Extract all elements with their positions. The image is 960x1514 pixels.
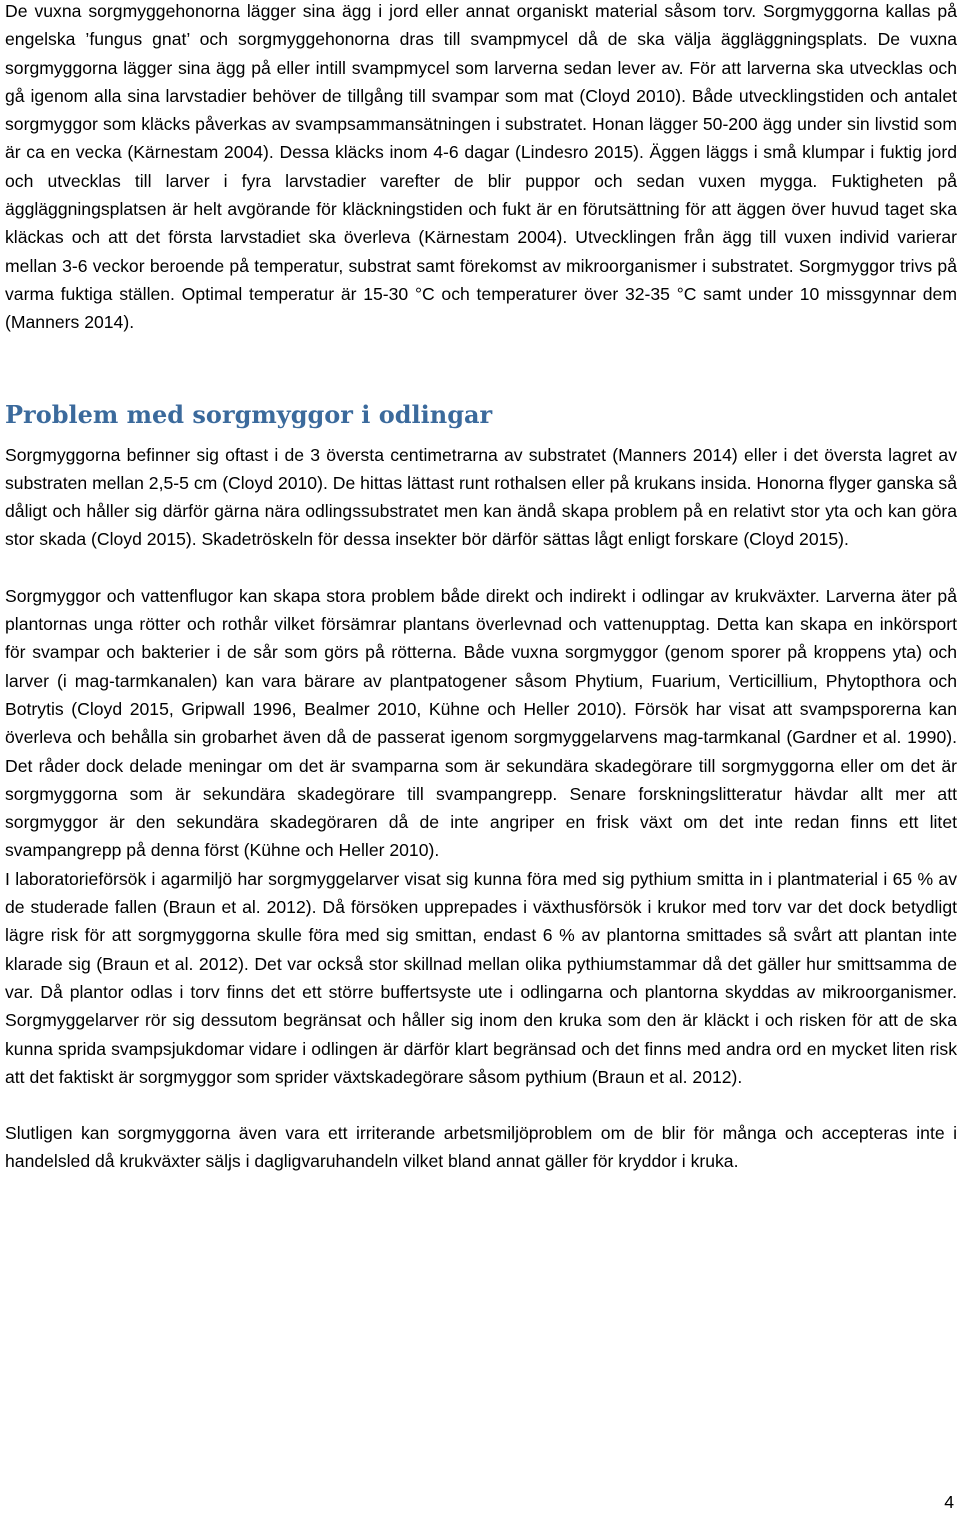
- intro-paragraph: De vuxna sorgmyggehonorna lägger sina ägg i jord eller annat organiskt material såsom torv. Sorgmyggorna kallas på engelska ’fungus gnat’ och sorgmyggehonorna dras till svampmycel då de ska välja äggläggningsplats. De vuxna sorgmyggorna lägger sina ägg på eller intill svampmycel som larverna sedan lever av. För att larverna ska utvecklas och gå igenom alla sina larvstadier behöver de tillgång till svampar som mat (Cloyd 2010). Både utvecklingstiden och antalet sorgmyggor som kläcks påverkas av svampsammansätningen i substratet. Honan lägger 50-200 ägg under sin livstid som är ca en vecka (Kärnestam 2004). Dessa kläcks inom 4-6 dagar (Lindesro 2015). Äggen läggs i små klumpar i fuktig jord och utvecklas till larver i fyra larvstadier varefter de blir puppor och sedan vuxen mygga. Fuktigheten på äggläggningsplatsen är helt avgörande för kläckningstiden och fukt är en förutsättning för att äggen över huvud taget ska kläckas och att det första larvstadiet ska överleva (Kärnestam 2004). Utvecklingen från ägg till vuxen individ varierar mellan 3-6 veckor beroende på temperatur, substrat samt förekomst av mikroorganismer i substratet. Sorgmyggor trivs på varma fuktiga ställen. Optimal temperatur är 15-30 °C och temperaturer över 32-35 °C samt under 10 missgynnar dem (Manners 2014).: [5, 1, 957, 333]
- paragraph-location: Sorgmyggorna befinner sig oftast i de 3 översta centimetrarna av substratet (Manners 2014) eller i det översta lagret av substraten mellan 2,5-5 cm (Cloyd 2010). De hittas lättast runt rothalsen eller på krukans insida. Honorna flyger ganska så dåligt och håller sig därför gärna nära odlingssubstratet men kan ändå skapa problem på en relativt stor yta och kan göra stor skada (Cloyd 2015). Skadetröskeln för dessa insekter bör därför sättas lågt enligt forskare (Cloyd 2015).: [5, 444, 957, 550]
- paragraph-conclusion: Slutligen kan sorgmyggorna även vara ett irriterande arbetsmiljöproblem om de blir för många och accepteras inte i handelsled då krukväxter säljs i dagligvaruhandeln vilket bland annat gäller för kryddor i kruka.: [5, 1123, 957, 1172]
- section-heading: Problem med sorgmyggor i odlingar: [5, 399, 493, 429]
- document-page: [5, 0, 957, 1176]
- paragraph-damage: Sorgmyggor och vattenflugor kan skapa stora problem både direkt och indirekt i odlingar av krukväxter. Larverna äter på plantornas unga rötter och rothår vilket försämrar plantans överlevnad och vattenupptag. Detta kan skapa en inkörsport för svampar och bakterier i de sår som görs på rötterna. Både vuxna sorgmyggor (genom sporer på kroppens yta) och larver (i mag-tarmkanalen) kan vara bärare av plantpatogener såsom Phytium, Fuarium, Verticillium, Phytopthora och Botrytis (Cloyd 2015, Gripwall 1996, Bealmer 2010, Kühne och Heller 2010). Försök har visat att svampsporerna kan överleva och behålla sin grobarhet även då de passerat igenom sorgmyggelarvens mag-tarmkanal (Gardner et al. 1990). Det råder dock delade meningar om det är svamparna som är sekundära skadegörare till sorgmyggorna eller om det är sorgmyggorna som är sekundära skadegörare till svampangrepp. Senare forskningslitteratur hävdar allt mer att sorgmyggor är den sekundära skadegöraren då de inte angriper en frisk växt om det inte redan finns ett litet svampangrepp på denna först (Kühne och Heller 2010).: [5, 585, 957, 861]
- page-number: 4: [944, 1492, 954, 1512]
- paragraph-laboratory: I laboratorieförsök i agarmiljö har sorgmyggelarver visat sig kunna föra med sig pythium smitta in i plantmaterial i 65 % av de studerade fallen (Braun et al. 2012). Då försöken upprepades i växthusförsök i krukor med torv var det dock betydligt lägre risk för att sorgmyggorna skulle föra med sig smittan, endast 6 % av plantorna smittades så svårt att plantan inte klarade sig (Braun et al. 2012). Det var också stor skillnad mellan olika pythiumstammar då det gäller hur smittsamma de var. Då plantor odlas i torv finns det ett större buffertsyste ute i odlingarna och plantorna skyddas av mikroorganismer. Sorgmyggelarver rör sig dessutom begränsat och håller sig inom den kruka som den är kläckt i och risken för att de ska kunna sprida svampsjukdomar vidare i odlingen är därför klart begränsad och det finns med andra ord en mycket liten risk att det faktiskt är sorgmyggor som sprider växtskadegörare såsom pythium (Braun et al. 2012).: [5, 868, 957, 1087]
